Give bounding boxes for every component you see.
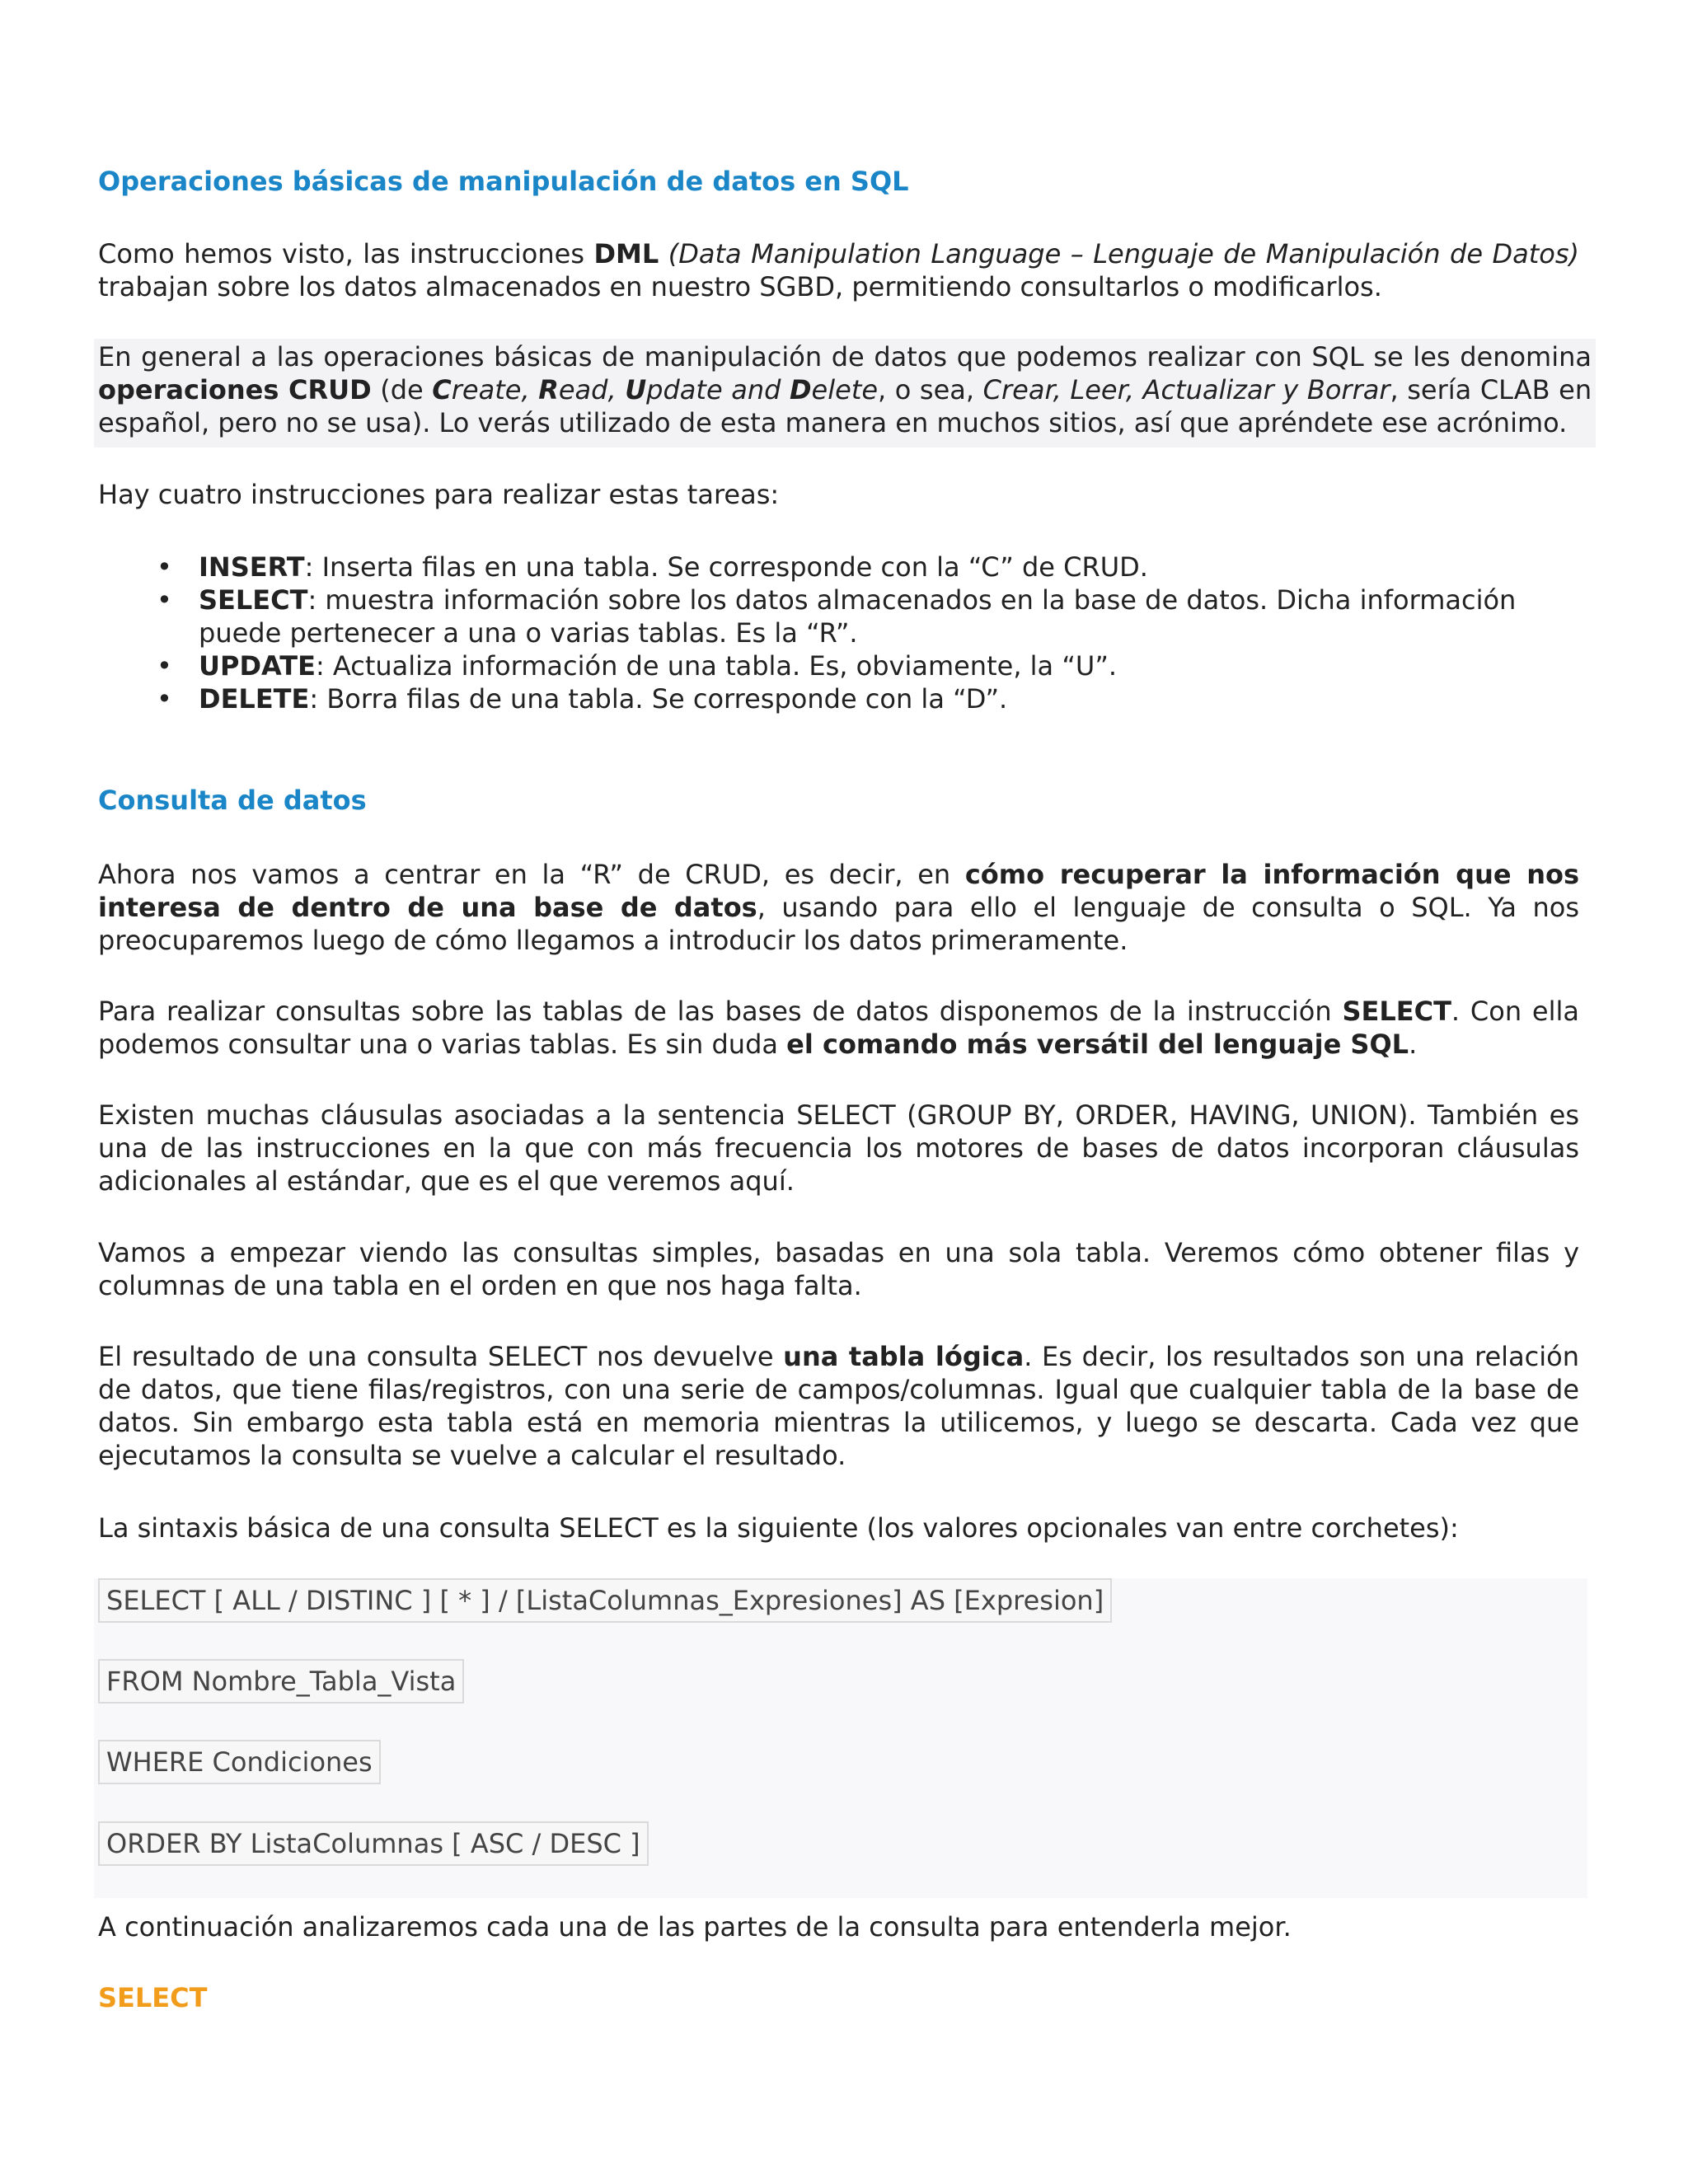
p5-text-b: . Con ella podemos consultar una o varias tablas. Es sin duda: [98, 996, 1580, 1060]
p2-text-c: , o sea,: [878, 374, 983, 405]
p2-r-letter: R: [538, 374, 559, 405]
code-line-where: WHERE Condiciones: [98, 1740, 381, 1784]
p2-u-rest: pdate and: [646, 374, 790, 405]
p2-text-a: En general a las operaciones básicas de manipulación de datos que podemos realizar con SQL se les denomina: [98, 341, 1592, 373]
p2-d-rest: elete: [811, 374, 879, 405]
p4-bold: cómo recuperar la información que nos interesa de dentro de una base de datos: [98, 859, 1580, 923]
p1-dml-bold: DML: [593, 238, 659, 269]
paragraph-dml: [98, 237, 1579, 303]
paragraph-crud: [94, 339, 1596, 448]
list-item-insert: [98, 551, 1579, 583]
paragraph-clausulas: Existen muchas cláusulas asociadas a la sentencia SELECT (GROUP BY, ORDER, HAVING, UNION). También es una de las instrucciones en la que con más frecuencia los motores de bases de datos incorporan cláusulas adicionales al estándar, que es el que veremos aquí.: [98, 1099, 1579, 1197]
instruction-text: : Inserta filas en una tabla. Se corresponde con la “C” de CRUD.: [304, 551, 1148, 583]
p1-italic: (Data Manipulation Language – Lenguaje de Manipulación de Datos): [659, 238, 1580, 269]
p8-bold: una tabla lógica: [783, 1341, 1025, 1372]
code-line-select: SELECT [ ALL / DISTINC ] [ * ] / [ListaColumnas_Expresiones] AS [Expresion]: [98, 1578, 1112, 1623]
paragraph-select-instr: [98, 995, 1579, 1061]
bullet-icon: •: [157, 551, 172, 583]
paragraph-cuatro: Hay cuatro instrucciones para realizar estas tareas:: [98, 479, 780, 510]
heading-select: SELECT: [98, 1982, 208, 2013]
paragraph-simples: Vamos a empezar viendo las consultas simples, basadas en una sola tabla. Veremos cómo obtener filas y columnas de una tabla en el orden en que nos haga falta.: [98, 1237, 1579, 1301]
p1-text-b: trabajan sobre los datos almacenados en nuestro SGBD, permitiendo consultarlos o modificarlos.: [98, 271, 1382, 302]
p4-text-a: Ahora nos vamos a centrar en la “R” de CRUD, es decir, en: [98, 859, 965, 890]
code-line-order-by: ORDER BY ListaColumnas [ ASC / DESC ]: [98, 1821, 649, 1866]
p4-text-b: , usando para ello el lenguaje de consulta o SQL. Ya nos preocuparemos luego de cómo llegamos a introducir los datos primeramente.: [98, 892, 1580, 956]
instruction-text: : Borra filas de una tabla. Se corresponde con la “D”.: [309, 683, 1008, 715]
bullet-icon: •: [157, 584, 172, 616]
instruction-text: : Actualiza información de una tabla. Es, obviamente, la “U”.: [315, 650, 1118, 682]
p5-text-c: .: [1409, 1029, 1418, 1060]
list-item-delete: [98, 682, 1579, 715]
bullet-icon: •: [157, 650, 172, 682]
instruction-text: : muestra información sobre los datos almacenados en la base de datos. Dicha información puede pertenecer a una o varias tablas. Es la “R”.: [199, 584, 1517, 649]
p2-text-b: (de: [371, 374, 433, 405]
p2-text-d: , sería CLAB en español, pero no se usa). Lo verás utilizado de esta manera en muchos sitios, así que apréndete ese acrónimo.: [98, 374, 1592, 438]
p8-text-a: El resultado de una consulta SELECT nos devuelve: [98, 1341, 784, 1372]
list-item-select: [98, 583, 1579, 649]
p2-r-rest: ead,: [558, 374, 626, 405]
paragraph-tabla-logica: [98, 1340, 1579, 1472]
p5-text-a: Para realizar consultas sobre las tablas de las bases de datos disponemos de la instrucción: [98, 996, 1343, 1027]
p1-text-a: Como hemos visto, las instrucciones: [98, 238, 594, 269]
p5-bold-comando: el comando más versátil del lenguaje SQL: [786, 1029, 1409, 1060]
code-line-from: FROM Nombre_Tabla_Vista: [98, 1659, 464, 1704]
p2-italic: Crear, Leer, Actualizar y Borrar: [982, 374, 1390, 405]
paragraph-sintaxis: La sintaxis básica de una consulta SELECT es la siguiente (los valores opcionales van entre corchetes):: [98, 1512, 1459, 1544]
instruction-name: DELETE: [199, 683, 310, 715]
p2-d-letter: D: [789, 374, 812, 405]
p8-text-b: . Es decir, los resultados son una relación de datos, que tiene filas/registros, con una serie de campos/columnas. Igual que cualquier tabla de la base de datos. Sin embargo esta tabla está en memoria mientras la utilicemos, y luego se descarta. Cada vez que ejecutamos la consulta se vuelve a calcular el resultado.: [98, 1341, 1580, 1471]
paragraph-recuperar: [98, 858, 1579, 957]
bullet-icon: •: [157, 683, 172, 715]
p2-create: [432, 374, 878, 405]
instruction-list: [98, 551, 1579, 715]
heading-operaciones: Operaciones básicas de manipulación de datos en SQL: [98, 166, 909, 197]
p2-c-letter: C: [432, 374, 452, 405]
instruction-name: UPDATE: [199, 650, 316, 682]
list-item-update: [98, 649, 1579, 682]
p2-c-rest: reate,: [451, 374, 539, 405]
instruction-name: SELECT: [199, 584, 308, 616]
p2-u-letter: U: [625, 374, 647, 405]
heading-consulta: Consulta de datos: [98, 785, 367, 816]
p2-crud-bold: operaciones CRUD: [98, 374, 372, 405]
instruction-name: INSERT: [199, 551, 305, 583]
paragraph-continuacion: A continuación analizaremos cada una de las partes de la consulta para entenderla mejor.: [98, 1911, 1292, 1943]
p5-bold-select: SELECT: [1342, 996, 1451, 1027]
